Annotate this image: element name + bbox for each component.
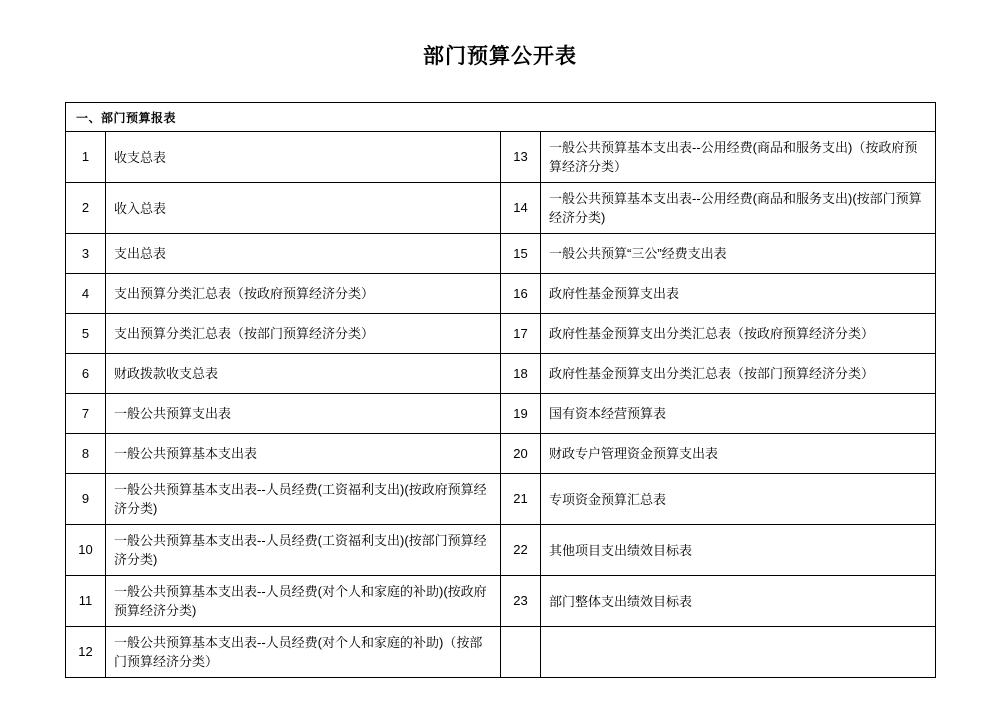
table-row: [66, 434, 936, 474]
row-label: 支出预算分类汇总表（按政府预算经济分类）: [106, 274, 501, 314]
row-number: 9: [66, 474, 106, 525]
table-section-header-row: [66, 103, 936, 132]
row-number: 19: [501, 394, 541, 434]
row-label: 国有资本经营预算表: [541, 394, 936, 434]
row-number: 22: [501, 525, 541, 576]
table-row: [66, 234, 936, 274]
row-label: 一般公共预算基本支出表--公用经费(商品和服务支出)(按部门预算经济分类): [541, 183, 936, 234]
row-label: 政府性基金预算支出分类汇总表（按政府预算经济分类）: [541, 314, 936, 354]
table-row: [66, 525, 936, 576]
page-title: 部门预算公开表: [423, 45, 577, 68]
row-label: 一般公共预算基本支出表--人员经费(对个人和家庭的补助)(按政府预算经济分类): [106, 576, 501, 627]
row-number: 18: [501, 354, 541, 394]
row-label: 一般公共预算基本支出表--公用经费(商品和服务支出)（按政府预算经济分类）: [541, 132, 936, 183]
row-number: 1: [66, 132, 106, 183]
row-number: 20: [501, 434, 541, 474]
table-row: [66, 274, 936, 314]
row-label: 政府性基金预算支出分类汇总表（按部门预算经济分类）: [541, 354, 936, 394]
budget-table-container: [65, 102, 935, 678]
row-label: 政府性基金预算支出表: [541, 274, 936, 314]
table-row: [66, 183, 936, 234]
budget-report-table: [65, 102, 936, 678]
table-row: [66, 474, 936, 525]
row-label: 支出预算分类汇总表（按部门预算经济分类）: [106, 314, 501, 354]
row-label-empty: [541, 627, 936, 678]
row-number: 23: [501, 576, 541, 627]
table-row: [66, 354, 936, 394]
row-label: 收入总表: [106, 183, 501, 234]
row-label: 支出总表: [106, 234, 501, 274]
table-row: [66, 627, 936, 678]
row-label: 其他项目支出绩效目标表: [541, 525, 936, 576]
row-number: 16: [501, 274, 541, 314]
row-number: 8: [66, 434, 106, 474]
row-number: 5: [66, 314, 106, 354]
row-number-empty: [501, 627, 541, 678]
row-label: 财政拨款收支总表: [106, 354, 501, 394]
table-row: [66, 132, 936, 183]
row-label: 收支总表: [106, 132, 501, 183]
section-header-cell: 一、部门预算报表: [66, 103, 936, 132]
row-number: 10: [66, 525, 106, 576]
row-number: 21: [501, 474, 541, 525]
row-number: 14: [501, 183, 541, 234]
row-label: 一般公共预算“三公”经费支出表: [541, 234, 936, 274]
row-number: 2: [66, 183, 106, 234]
row-number: 17: [501, 314, 541, 354]
row-label: 财政专户管理资金预算支出表: [541, 434, 936, 474]
row-label: 一般公共预算支出表: [106, 394, 501, 434]
row-label: 专项资金预算汇总表: [541, 474, 936, 525]
row-number: 7: [66, 394, 106, 434]
row-label: 一般公共预算基本支出表--人员经费(对个人和家庭的补助)（按部门预算经济分类）: [106, 627, 501, 678]
row-label: 一般公共预算基本支出表--人员经费(工资福利支出)(按政府预算经济分类): [106, 474, 501, 525]
row-label: 一般公共预算基本支出表: [106, 434, 501, 474]
row-number: 4: [66, 274, 106, 314]
row-number: 3: [66, 234, 106, 274]
row-number: 13: [501, 132, 541, 183]
table-row: [66, 314, 936, 354]
row-number: 6: [66, 354, 106, 394]
row-number: 15: [501, 234, 541, 274]
row-number: 11: [66, 576, 106, 627]
row-label: 部门整体支出绩效目标表: [541, 576, 936, 627]
table-row: [66, 576, 936, 627]
row-number: 12: [66, 627, 106, 678]
table-row: [66, 394, 936, 434]
row-label: 一般公共预算基本支出表--人员经费(工资福利支出)(按部门预算经济分类): [106, 525, 501, 576]
